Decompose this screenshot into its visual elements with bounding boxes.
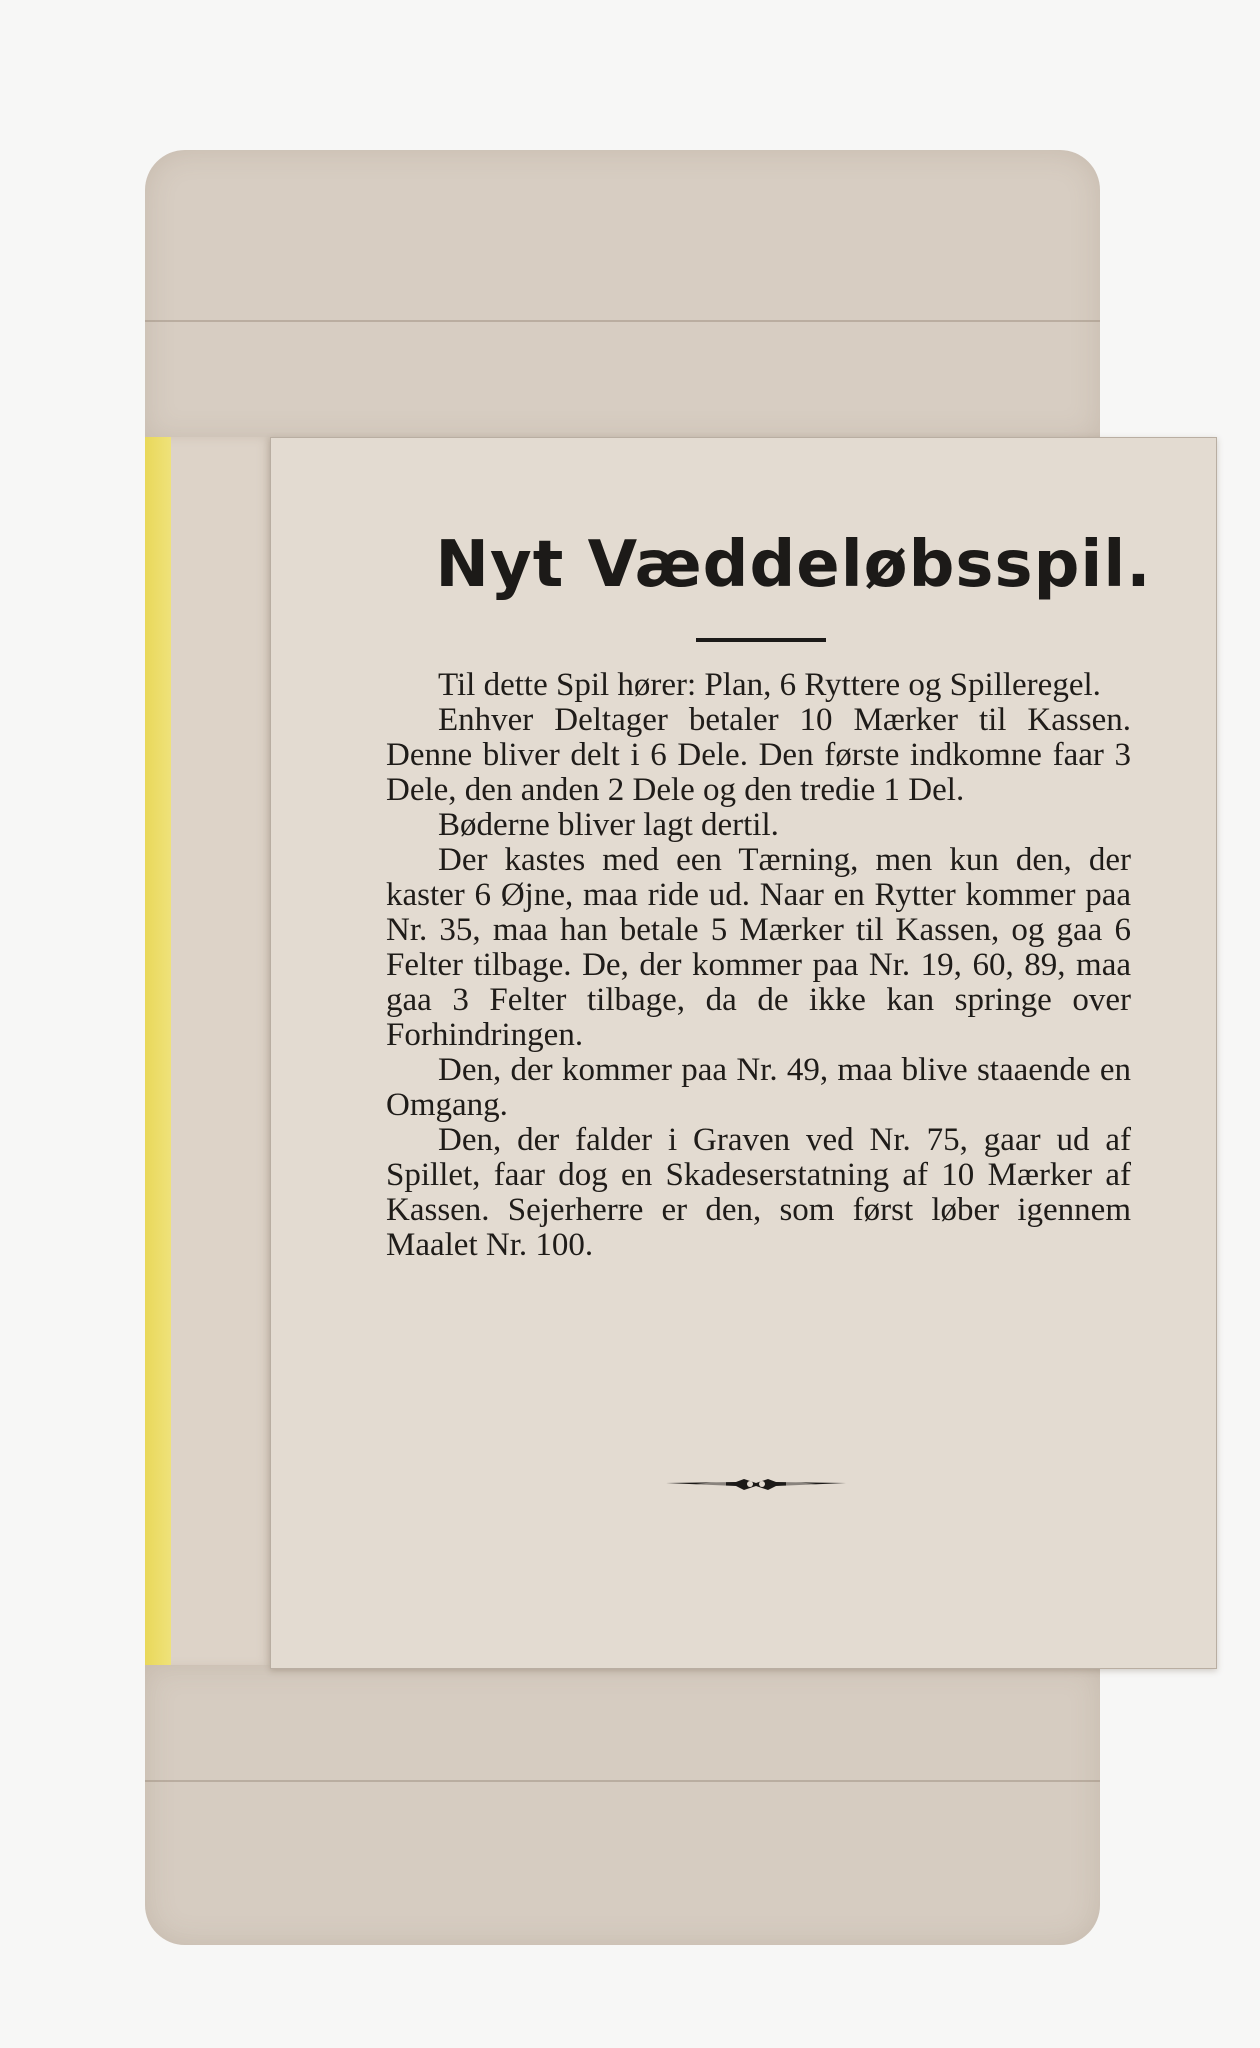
rule-paragraph: Der kastes med een Tærning, men kun den, der kaster 6 Øjne, maa ride ud. Naar en Rytter kommer paa Nr. 35, maa han betale 5 Mærker til Kassen, og gaa 6 Felter tilbage. De, der kommer paa Nr. 19, 60, 89, maa gaa 3 Felter tilbage, da de ikke kan springe over Forhindringen. <box>386 842 1131 1053</box>
rule-paragraph: Til dette Spil hører: Plan, 6 Ryttere og Spilleregel. <box>438 667 1101 703</box>
rule-paragraph: Den, der kommer paa Nr. 49, maa blive staaende en Omgang. <box>386 1052 1131 1123</box>
yellow-edge <box>145 437 171 1667</box>
rule-paragraph: Den, der falder i Graven ved Nr. 75, gaar ud af Spillet, faar dog en Skadeserstatning af 10 Mærker af Kassen. Sejerherre er den, som først løber igennem Maalet Nr. 100. <box>386 1122 1131 1263</box>
title-divider <box>696 638 826 642</box>
rules-panel <box>270 437 1217 1669</box>
rule-paragraph: Enhver Deltager betaler 10 Mærker til Kassen. Denne bliver delt i 6 Dele. Den første indkomne faar 3 Dele, den anden 2 Dele og den tredie 1 Del. <box>386 702 1131 808</box>
bottom-flap <box>145 1665 1100 1945</box>
rule-paragraph: Bøderne bliver lagt dertil. <box>438 807 779 843</box>
top-flap <box>145 150 1100 440</box>
decorative-flourish-icon <box>666 1473 846 1497</box>
document-title: Nyt Væddeløbsspil. <box>435 528 1152 602</box>
rules-text <box>386 668 1131 1263</box>
bottom-flap-fold-line <box>145 1780 1100 1782</box>
top-flap-fold-line <box>145 320 1100 322</box>
